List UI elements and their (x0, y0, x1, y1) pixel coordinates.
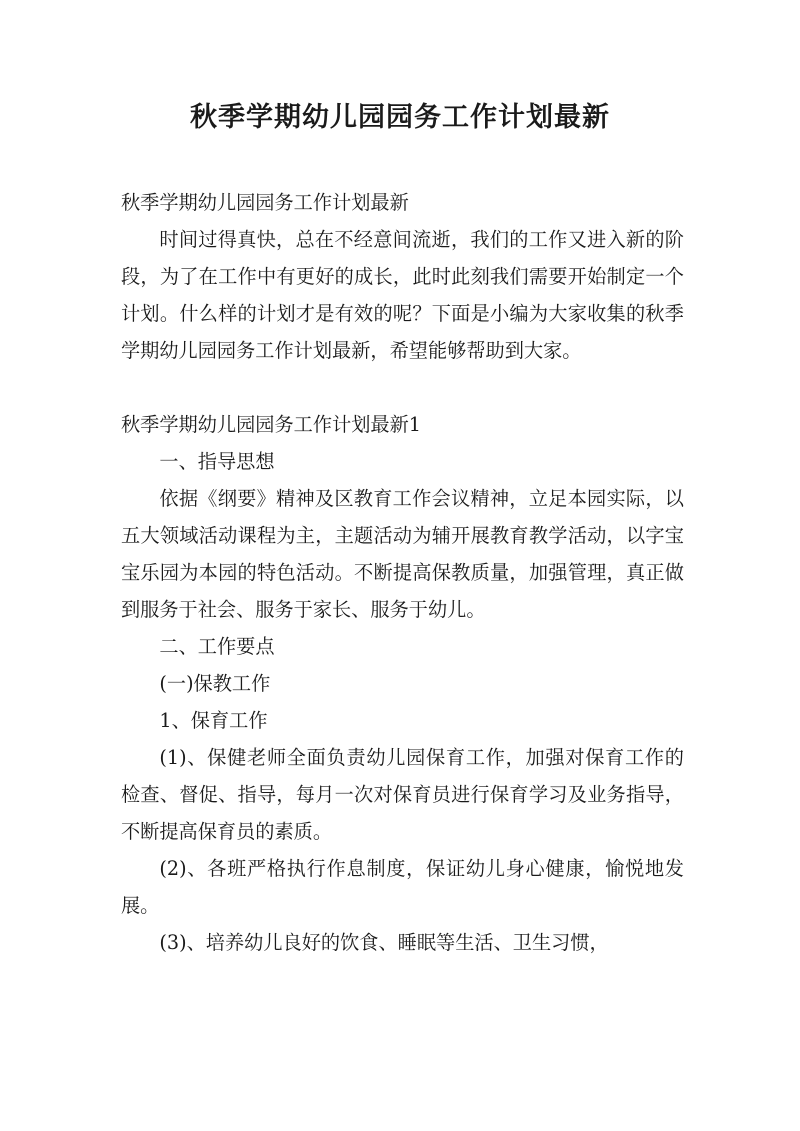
paragraph-gap (121, 369, 684, 406)
part1-heading: 一、指导思想 (159, 450, 275, 473)
part1-paragraph: 依据《纲要》精神及区教育工作会议精神，立足本园实际，以五大领域活动课程为主，主题活动为辅开展教育教学活动，以字宝宝乐园为本园的特色活动。不断提高保教质量，加强管理，真正做到服务于社会、服务于家长、服务于幼儿。 (121, 487, 684, 621)
sub1-item-heading: 1、保育工作 (159, 709, 268, 732)
intro-paragraph: 时间过得真快，总在不经意间流逝，我们的工作又进入新的阶段，为了在工作中有更好的成长，此时此刻我们需要开始制定一个计划。什么样的计划才是有效的呢？下面是小编为大家收集的秋季学期幼儿园园务工作计划最新，希望能够帮助到大家。 (121, 228, 684, 362)
list-item-3: (3)、培养幼儿良好的饮食、睡眠等生活、卫生习惯， (159, 931, 609, 954)
list-item-2: (2)、各班严格执行作息制度，保证幼儿身心健康，愉悦地发展。 (121, 857, 684, 917)
part2-heading: 二、工作要点 (159, 635, 275, 658)
intro-heading: 秋季学期幼儿园园务工作计划最新 (121, 191, 409, 214)
list-item-1: (1)、保健老师全面负责幼儿园保育工作，加强对保育工作的检查、督促、指导，每月一次对保育员进行保育学习及业务指导，不断提高保育员的素质。 (121, 746, 684, 843)
section-heading: 秋季学期幼儿园园务工作计划最新1 (121, 413, 422, 436)
sub1-heading: (一)保教工作 (159, 672, 271, 695)
document-body (121, 184, 684, 961)
document-title: 秋季学期幼儿园园务工作计划最新 (190, 102, 610, 133)
